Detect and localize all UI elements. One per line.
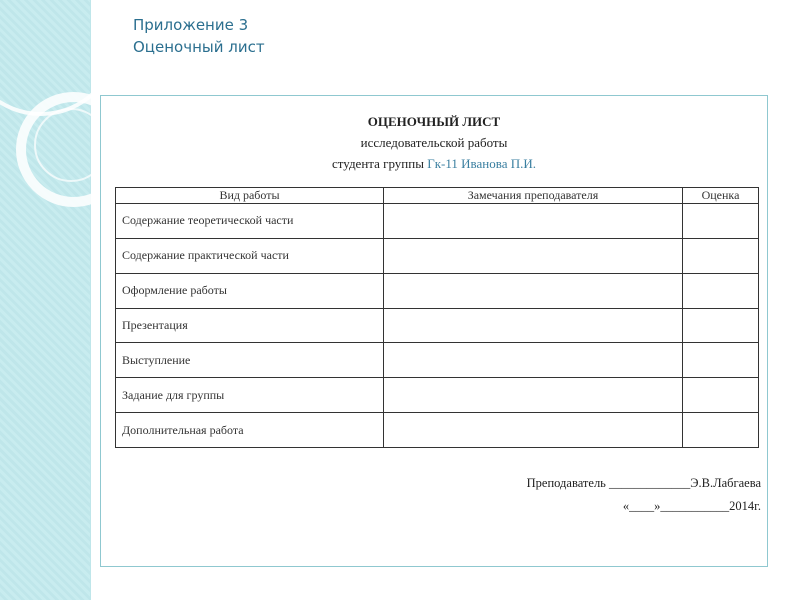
grade-cell	[683, 343, 759, 378]
signature-block	[527, 472, 761, 518]
grades-table	[115, 187, 759, 448]
header-grade: Оценка	[683, 188, 759, 204]
remarks-cell	[384, 238, 683, 273]
table-row	[116, 273, 759, 308]
header-remarks: Замечания преподавателя	[384, 188, 683, 204]
slide-title-line2: Оценочный лист	[133, 38, 265, 56]
slide-title-line1: Приложение 3	[133, 16, 249, 34]
student-group: Гк-11	[427, 156, 458, 171]
work-type-cell: Содержание теоретической части	[116, 204, 384, 239]
remarks-cell	[384, 343, 683, 378]
work-type-cell: Задание для группы	[116, 378, 384, 413]
table-row	[116, 413, 759, 448]
remarks-cell	[384, 204, 683, 239]
table-row	[116, 204, 759, 239]
header-work-type: Вид работы	[116, 188, 384, 204]
remarks-cell	[384, 273, 683, 308]
remarks-cell	[384, 413, 683, 448]
table-row	[116, 378, 759, 413]
work-type-cell: Содержание практической части	[116, 238, 384, 273]
student-prefix: студента группы	[331, 156, 424, 171]
remarks-cell	[384, 378, 683, 413]
work-type-cell: Дополнительная работа	[116, 413, 384, 448]
date-line: «____»___________2014г.	[622, 499, 761, 513]
grade-cell	[683, 238, 759, 273]
decorative-ring-thin	[34, 108, 108, 182]
grade-cell	[683, 378, 759, 413]
grade-cell	[683, 413, 759, 448]
table-row	[116, 238, 759, 273]
teacher-signature-line: Преподаватель _____________Э.В.Лабгаева	[526, 476, 761, 490]
table-row	[116, 308, 759, 343]
remarks-cell	[384, 308, 683, 343]
evaluation-sheet	[100, 95, 768, 567]
sheet-title: ОЦЕНОЧНЫЙ ЛИСТ	[367, 114, 501, 129]
work-type-cell: Презентация	[116, 308, 384, 343]
student-line	[101, 153, 767, 174]
table-row	[116, 343, 759, 378]
slide-title	[133, 14, 265, 58]
grade-cell	[683, 204, 759, 239]
work-type-cell: Оформление работы	[116, 273, 384, 308]
table-header-row	[116, 188, 759, 204]
work-type-cell: Выступление	[116, 343, 384, 378]
sheet-subtitle: исследовательской работы	[360, 135, 508, 150]
sheet-heading	[101, 111, 767, 174]
student-name: Иванова П.И.	[461, 156, 537, 171]
grade-cell	[683, 308, 759, 343]
grade-cell	[683, 273, 759, 308]
